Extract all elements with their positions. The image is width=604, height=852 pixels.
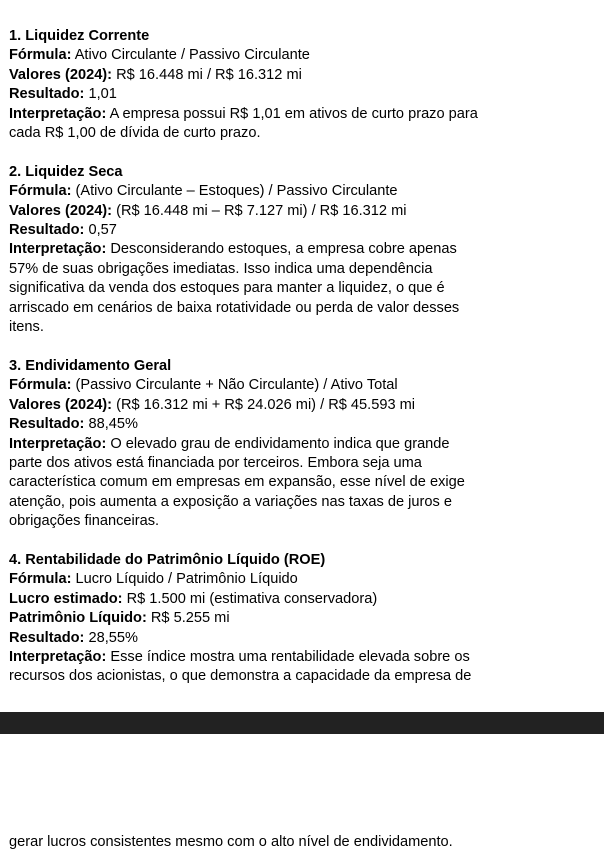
formula-line <box>9 570 599 589</box>
interpretation-text: atenção, pois aumenta a exposição a variações nas taxas de juros e <box>9 493 452 510</box>
formula-text: (Passivo Circulante + Não Circulante) / Ativo Total <box>75 377 398 394</box>
result-line <box>9 221 599 240</box>
values-label: Valores (2024): <box>9 202 113 219</box>
interpretation-text: A empresa possui R$ 1,01 em ativos de curto prazo para <box>109 105 478 122</box>
formula-line <box>9 46 599 65</box>
interpretation-line <box>9 435 599 454</box>
result-line <box>9 415 599 434</box>
values-text: R$ 16.448 mi / R$ 16.312 mi <box>116 66 302 83</box>
interpretation-label: Interpretação: <box>9 105 107 122</box>
result-label: Resultado: <box>9 86 85 103</box>
formula-label: Fórmula: <box>9 571 72 588</box>
values-text: (R$ 16.448 mi – R$ 7.127 mi) / R$ 16.312 mi <box>116 202 407 219</box>
formula-label: Fórmula: <box>9 183 72 200</box>
result-line <box>9 85 599 104</box>
equity-line <box>9 609 599 628</box>
section-roe <box>9 551 599 687</box>
profit-label: Lucro estimado: <box>9 590 123 607</box>
document-page-bottom <box>0 734 604 852</box>
interpretation-text: recursos dos acionistas, o que demonstra a capacidade da empresa de <box>9 668 472 685</box>
interpretation-line <box>9 240 599 259</box>
values-line <box>9 202 599 221</box>
interpretation-text: itens. <box>9 319 44 336</box>
values-line <box>9 396 599 415</box>
result-value: 88,45% <box>88 416 138 433</box>
formula-text: Ativo Circulante / Passivo Circulante <box>74 47 310 64</box>
section-title: 1. Liquidez Corrente <box>9 28 150 44</box>
result-line <box>9 629 599 648</box>
formula-text: Lucro Líquido / Patrimônio Líquido <box>75 571 298 588</box>
continuation-text: gerar lucros consistentes mesmo com o alto nível de endividamento. <box>9 834 453 850</box>
section-title: 4. Rentabilidade do Patrimônio Líquido (ROE) <box>9 551 326 568</box>
page-break-divider <box>0 712 604 734</box>
interpretation-text: 57% de suas obrigações imediatas. Isso indica uma dependência <box>9 260 433 277</box>
section-endividamento-geral <box>9 357 599 532</box>
values-label: Valores (2024): <box>9 396 113 413</box>
result-label: Resultado: <box>9 629 85 646</box>
interpretation-line <box>9 648 599 667</box>
interpretation-text: característica comum em empresas em expansão, esse nível de exige <box>9 474 465 491</box>
interpretation-label: Interpretação: <box>9 648 107 665</box>
interpretation-text: cada R$ 1,00 de dívida de curto prazo. <box>9 125 261 142</box>
formula-line <box>9 182 599 201</box>
values-label: Valores (2024): <box>9 66 113 83</box>
interpretation-text: Esse índice mostra uma rentabilidade elevada sobre os <box>110 648 470 665</box>
formula-line <box>9 376 599 395</box>
result-label: Resultado: <box>9 222 85 239</box>
document-content <box>9 27 599 706</box>
interpretation-line <box>9 105 599 124</box>
interpretation-text: significativa da venda dos estoques para manter a liquidez, o que é <box>9 280 445 297</box>
formula-text: (Ativo Circulante – Estoques) / Passivo Circulante <box>75 183 398 200</box>
equity-label: Patrimônio Líquido: <box>9 610 147 627</box>
section-liquidez-seca <box>9 163 599 338</box>
interpretation-text: parte dos ativos está financiada por terceiros. Embora seja uma <box>9 454 422 471</box>
result-value: 1,01 <box>88 86 117 103</box>
interpretation-text: obrigações financeiras. <box>9 513 160 530</box>
interpretation-text: Desconsiderando estoques, a empresa cobre apenas <box>110 241 457 258</box>
interpretation-text: arriscado em cenários de baixa rotatividade ou perda de valor desses <box>9 299 460 316</box>
interpretation-label: Interpretação: <box>9 241 107 258</box>
values-text: (R$ 16.312 mi + R$ 24.026 mi) / R$ 45.593 mi <box>116 396 416 413</box>
profit-value: R$ 1.500 mi (estimativa conservadora) <box>126 590 378 607</box>
formula-label: Fórmula: <box>9 377 72 394</box>
profit-line <box>9 590 599 609</box>
interpretation-label: Interpretação: <box>9 435 107 452</box>
equity-value: R$ 5.255 mi <box>150 610 230 627</box>
formula-label: Fórmula: <box>9 47 72 64</box>
values-line <box>9 66 599 85</box>
result-value: 0,57 <box>88 222 117 239</box>
interpretation-text: O elevado grau de endividamento indica que grande <box>110 435 450 452</box>
section-liquidez-corrente <box>9 27 599 143</box>
section-title: 3. Endividamento Geral <box>9 357 172 374</box>
result-label: Resultado: <box>9 416 85 433</box>
section-title: 2. Liquidez Seca <box>9 163 123 180</box>
result-value: 28,55% <box>88 629 138 646</box>
